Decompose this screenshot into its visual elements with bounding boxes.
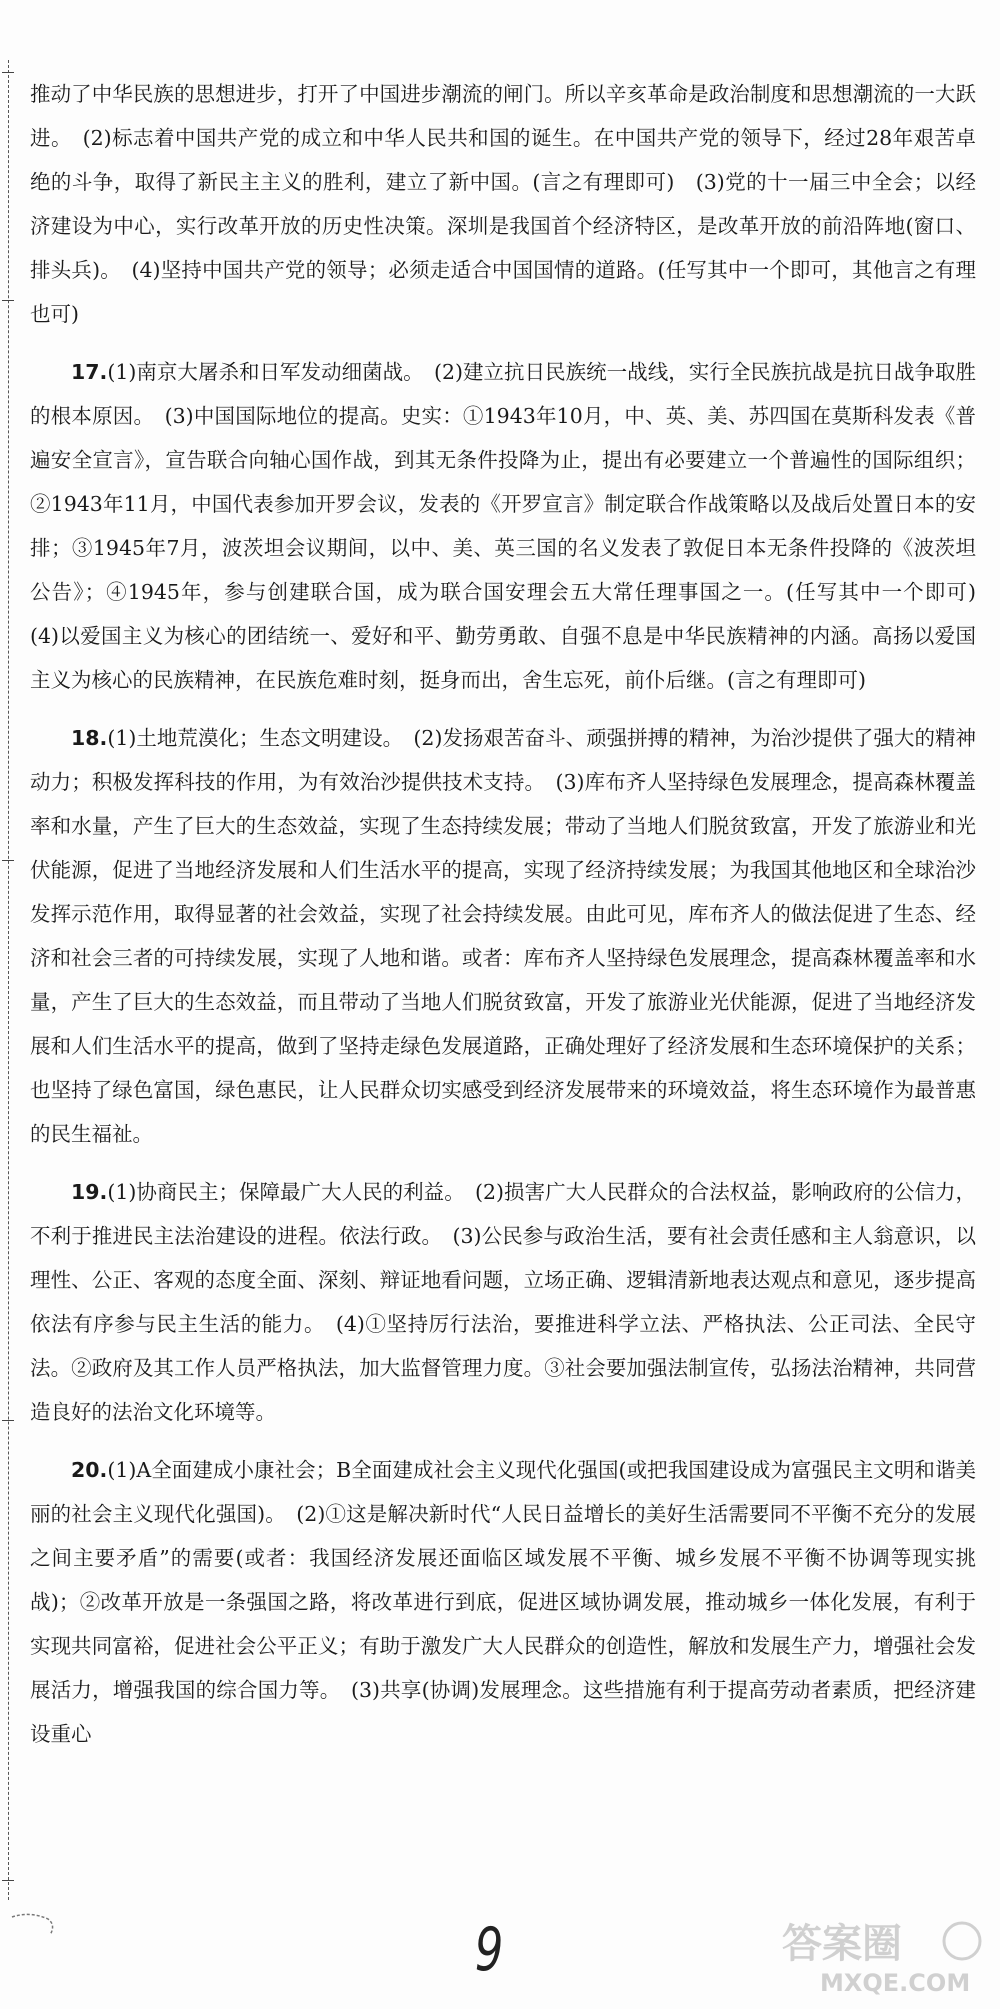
watermark-title: 答案圈 (782, 1921, 902, 1967)
intro-paragraph: 推动了中华民族的思想进步，打开了中国进步潮流的闸门。所以辛亥革命是政治制度和思想潮流的一大跃进。 (2)标志着中国共产党的成立和中华人民共和国的诞生。在中国共产党的领导下，经过28年艰苦卓绝的斗争，取得了新民主主义的胜利，建立了新中国。(言之有理即可) (3)党的十一届三中全会；以经济建设为中心，实行改革开放的历史性决策。深圳是我国首个经济特区，是改革开放的前沿阵地(窗口、排头兵)。 (4)坚持中国共产党的领导；必须走适合中国国情的道路。(任写其中一个即可，其他言之有理也可) (30, 82, 976, 326)
question-answer-text: (1)A全面建成小康社会；B全面建成社会主义现代化强国(或把我国建设成为富强民主文明和谐美丽的社会主义现代化强国)。 (2)①这是解决新时代“人民日益增长的美好生活需要同不平衡不充分的发展之间主要矛盾”的需要(或者：我国经济发展还面临区域发展不平衡、城乡发展不平衡不协调等现实挑战)；②改革开放是一条强国之路，将改革进行到底，促进区域协调发展，推动城乡一体化发展，有利于实现共同富裕，促进社会公平正义；有助于激发广大人民群众的创造性，解放和发展生产力，增强社会发展活力，增强我国的综合国力等。 (3)共享(协调)发展理念。这些措施有利于提高劳动者素质，把经济建设重心 (30, 1458, 976, 1746)
question-number: 17. (71, 360, 108, 384)
binding-tick (2, 1420, 14, 1421)
watermark-url: MXQE.COM (820, 1969, 971, 1997)
question-answer-text: (1)南京大屠杀和日军发动细菌战。 (2)建立抗日民族统一战线，实行全民族抗战是抗日战争取胜的根本原因。 (3)中国国际地位的提高。史实：①1943年10月，中、英、美、苏四国在莫斯科发表《普遍安全宣言》，宣告联合向轴心国作战，到其无条件投降为止，提出有必要建立一个普遍性的国际组织；②1943年11月，中国代表参加开罗会议，发表的《开罗宣言》制定联合作战策略以及战后处置日本的安排；③1945年7月，波茨坦会议期间，以中、美、英三国的名义发表了敦促日本无条件投降的《波茨坦公告》；④1945年，参与创建联合国，成为联合国安理会五大常任理事国之一。(任写其中一个即可) (4)以爱国主义为核心的团结统一、爱好和平、勤劳勇敢、自强不息是中华民族精神的内涵。高扬以爱国主义为核心的民族精神，在民族危难时刻，挺身而出，舍生忘死，前仆后继。(言之有理即可) (30, 360, 997, 692)
question-18 (30, 716, 976, 1156)
question-number: 20. (71, 1458, 108, 1482)
binding-tick (2, 300, 14, 301)
handwritten-page-number: 9 (474, 1915, 504, 1985)
question-17 (30, 350, 997, 702)
question-number: 18. (71, 726, 108, 750)
binding-tick (2, 72, 14, 73)
site-watermark-logo (776, 1909, 986, 1999)
question-answer-text: (1)协商民主；保障最广大人民的利益。 (2)损害广大人民群众的合法权益，影响政府的公信力，不利于推进民主法治建设的进程。依法行政。 (3)公民参与政治生活，要有社会责任感和主人翁意识，以理性、公正、客观的态度全面、深刻、辩证地看问题，立场正确、逻辑清新地表达观点和意见，逐步提高依法有序参与民主生活的能力。 (4)①坚持厉行法治，要推进科学立法、严格执法、公正司法、全民守法。②政府及其工作人员严格执法，加大监督管理力度。③社会要加强法制宣传，弘扬法治精神，共同营造良好的法治文化环境等。 (30, 1180, 976, 1424)
binding-tick (2, 860, 14, 861)
question-20 (30, 1448, 976, 1756)
corner-scan-mark (10, 1909, 60, 1949)
binding-dashed-line (8, 60, 9, 1900)
answer-content (30, 72, 997, 1764)
binding-tick (2, 1880, 14, 1881)
question-number: 19. (71, 1180, 108, 1204)
question-answer-text: (1)土地荒漠化；生态文明建设。 (2)发扬艰苦奋斗、顽强拼搏的精神，为治沙提供了强大的精神动力；积极发挥科技的作用，为有效治沙提供技术支持。 (3)库布齐人坚持绿色发展理念，提高森林覆盖率和水量，产生了巨大的生态效益，实现了生态持续发展；带动了当地人们脱贫致富，开发了旅游业和光伏能源，促进了当地经济发展和人们生活水平的提高，实现了经济持续发展；为我国其他地区和全球治沙发挥示范作用，取得显著的社会效益，实现了社会持续发展。由此可见，库布齐人的做法促进了生态、经济和社会三者的可持续发展，实现了人地和谐。或者：库布齐人坚持绿色发展理念，提高森林覆盖率和水量，产生了巨大的生态效益，而且带动了当地人们脱贫致富，开发了旅游业光伏能源，促进了当地经济发展和人们生活水平的提高，做到了坚持走绿色发展道路，正确处理好了经济发展和生态环境保护的关系；也坚持了绿色富国，绿色惠民，让人民群众切实感受到经济发展带来的环境效益，将生态环境作为最普惠的民生福祉。 (30, 726, 976, 1146)
question-19 (30, 1170, 976, 1434)
